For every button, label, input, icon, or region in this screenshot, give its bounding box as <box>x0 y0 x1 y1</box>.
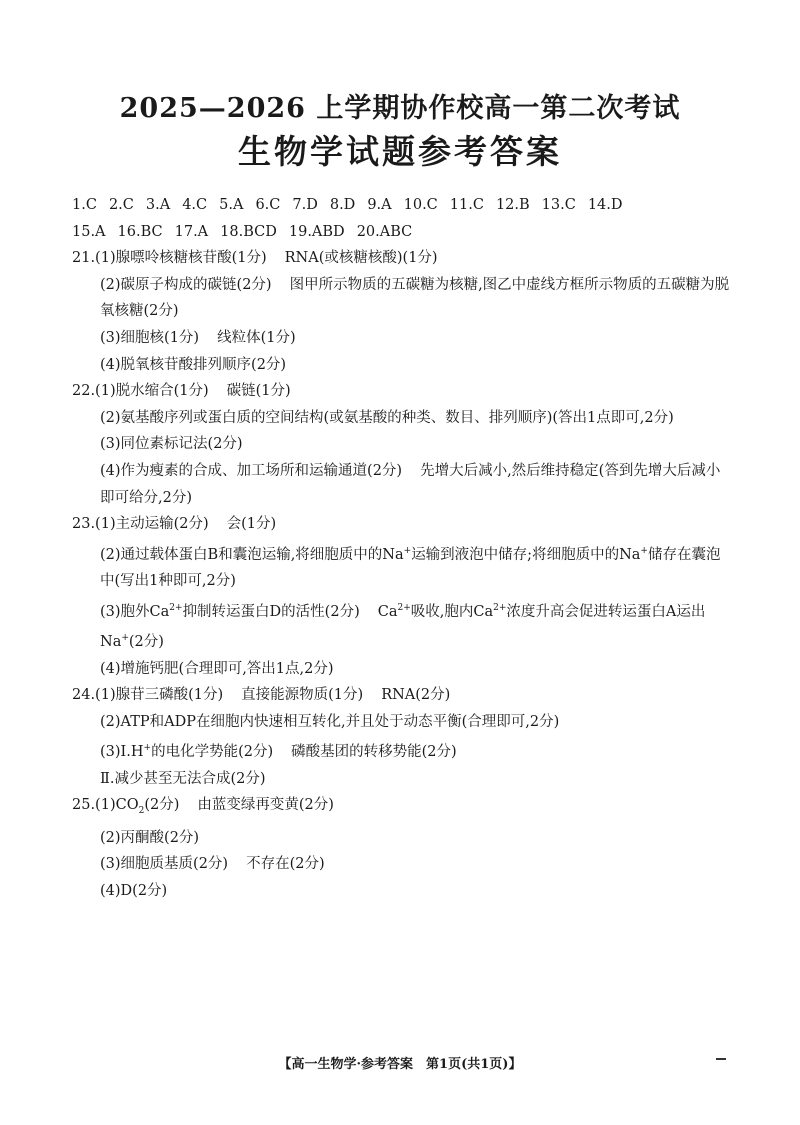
sodium-charge: + <box>121 633 129 644</box>
q21-part2-b: 图甲所示物质的五碳糖为核糖,图乙中虚线方框所示物质的五碳糖为脱氧核糖(2分) <box>100 276 730 320</box>
page-title: 2025—2026 上学期协作校高一第二次考试 <box>119 93 681 124</box>
q24-part4: Ⅱ.减少甚至无法合成(2分) <box>100 770 266 787</box>
calcium-charge: 2+ <box>169 602 183 613</box>
q22-part1 <box>72 378 734 405</box>
mc-answer: 19.ABD <box>288 223 345 240</box>
q24-part3-a: (3)Ⅰ.H <box>100 744 144 761</box>
q21-part1-a: 21.(1)腺嘌呤核糖核苷酸(1分) <box>72 250 267 267</box>
mc-answer: 6.C <box>255 197 281 213</box>
q24-part3 <box>72 735 734 765</box>
q25-part3-b: 不存在(2分) <box>246 856 325 873</box>
mc-answer: 8.D <box>329 197 356 213</box>
q22-part4-a: (4)作为瘦素的合成、加工场所和运输通道(2分) <box>100 462 403 479</box>
q21-part2 <box>72 272 734 325</box>
q23-part4: (4)增施钙肥(合理即可,答出1点,2分) <box>100 660 334 677</box>
q25-part1-b: (2分) <box>144 797 180 814</box>
mc-answer: 17.A <box>174 223 209 240</box>
q25-part1-a: 25.(1)CO <box>72 797 139 814</box>
mc-answer: 1.C <box>72 197 97 213</box>
q23-part2-b: 运输到液泡中储存;将细胞质中的Na <box>411 546 641 563</box>
mc-answer: 16.BC <box>117 223 163 240</box>
q24-part3-c: 磷酸基团的转移势能(2分) <box>291 744 457 761</box>
mc-answer: 5.A <box>219 197 244 213</box>
q23-part1-b: 会(1分) <box>226 516 277 533</box>
q22-part1-a: 22.(1)脱水缩合(1分) <box>72 383 209 400</box>
calcium-charge: 2+ <box>397 602 411 613</box>
q25-part1-c: 由蓝变绿再变黄(2分) <box>197 797 334 814</box>
q23-part2-c: 储存在囊泡中(写出1种即可,2分) <box>100 546 721 590</box>
mc-answer: 11.C <box>449 197 484 213</box>
q23-part3-b: 抑制转运蛋白D的活性(2分) <box>182 603 360 620</box>
q21-part1 <box>72 245 734 272</box>
q24-part1-a: 24.(1)腺苷三磷酸(1分) <box>72 687 224 704</box>
mc-answer: 10.C <box>403 197 438 213</box>
mc-answer: 13.C <box>541 197 576 213</box>
q22-part4-b: 先增大后减小,然后维持稳定(答到先增大后减小即可给分,2分) <box>100 462 721 506</box>
q23-part2-a: (2)通过载体蛋白B和囊泡运输,将细胞质中的Na <box>100 546 404 563</box>
q24-part1-c: RNA(2分) <box>381 687 451 704</box>
q23-part3-f: (2分) <box>128 633 164 650</box>
q23-part3-c: Ca <box>377 603 398 620</box>
q21-part3 <box>72 325 734 352</box>
q24-part2: (2)ATP和ADP在细胞内快速相互转化,并且处于动态平衡(合理即可,2分) <box>100 713 560 730</box>
mc-answer: 7.D <box>292 197 318 213</box>
answer-body <box>72 192 734 905</box>
q23-part3-e: 浓度升高会促进转运蛋白A运出Na <box>100 603 706 650</box>
footer-dash-mark <box>716 1058 726 1060</box>
q21-part1-b: RNA(或核糖核酸)(1分) <box>284 250 438 267</box>
q25-part1 <box>72 792 734 824</box>
q23-part1 <box>72 511 734 538</box>
co2-subscript: 2 <box>138 806 145 817</box>
q24-part1-b: 直接能源物质(1分) <box>241 687 364 704</box>
q25-part3-a: (3)细胞质基质(2分) <box>100 856 229 873</box>
mc-answer: 3.A <box>145 197 171 213</box>
q23-part2 <box>72 538 734 595</box>
sodium-charge: + <box>403 545 412 556</box>
q22-part4 <box>72 458 734 511</box>
q22-part3: (3)同位素标记法(2分) <box>100 436 243 453</box>
calcium-charge: 2+ <box>493 602 507 613</box>
sodium-charge: + <box>640 545 648 556</box>
q21-part4: (4)脱氧核苷酸排列顺序(2分) <box>100 356 287 373</box>
q25-part4: (4)D(2分) <box>100 883 168 900</box>
q24-part1 <box>72 682 734 709</box>
q25-part3 <box>72 851 734 878</box>
q21-part2-a: (2)碳原子构成的碳链(2分) <box>100 276 272 293</box>
mc-answer: 2.C <box>108 197 134 213</box>
mc-answer: 15.A <box>72 223 106 240</box>
mc-answer: 4.C <box>182 197 208 213</box>
proton-charge: + <box>143 743 152 754</box>
q23-part3-d: 吸收,胞内Ca <box>410 603 494 620</box>
q22-part1-b: 碳链(1分) <box>226 383 291 400</box>
q24-part3-b: 的电化学势能(2分) <box>151 744 274 761</box>
q23-part1-a: 23.(1)主动运输(2分) <box>72 516 209 533</box>
mc-answer: 12.B <box>495 197 530 213</box>
page-footer: 【高一生物学·参考答案 第1页(共1页)】 <box>278 1057 522 1072</box>
q25-part2: (2)丙酮酸(2分) <box>100 829 200 846</box>
mc-answers-row-1 <box>72 192 734 219</box>
q23-part3 <box>72 595 734 656</box>
mc-answer: 18.BCD <box>220 223 277 240</box>
q21-part3-a: (3)细胞核(1分) <box>100 329 200 346</box>
mc-answer: 9.A <box>367 197 392 213</box>
q22-part2: (2)氨基酸序列或蛋白质的空间结构(或氨基酸的种类、数目、排列顺序)(答出1点即可,2分) <box>100 409 674 426</box>
mc-answers-row-2 <box>72 219 734 246</box>
page-subtitle: 生物学试题参考答案 <box>238 132 562 171</box>
q21-part3-b: 线粒体(1分) <box>217 329 296 346</box>
mc-answer: 14.D <box>587 197 623 213</box>
mc-answer: 20.ABC <box>356 223 413 240</box>
q23-part3-a: (3)胞外Ca <box>100 603 170 620</box>
